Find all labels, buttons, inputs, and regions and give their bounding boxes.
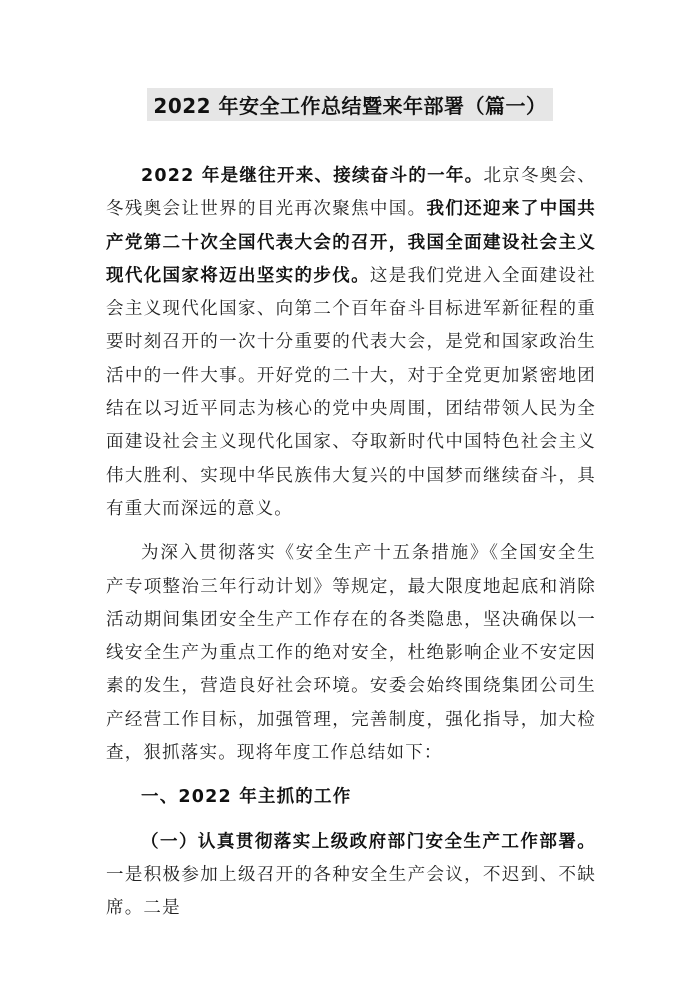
section-heading-1: 一、2022 年主抓的工作 <box>141 787 352 808</box>
paragraph-item-1 <box>106 826 596 926</box>
paragraph-intro <box>106 160 596 526</box>
paragraph-purpose: 为深入贯彻落实《安全生产十五条措施》《全国安全生产专项整治三年行动计划》等规定，最大限度地起底和消除活动期间集团安全生产工作存在的各类隐患，坚决确保以一线安全生产为重点工作的绝对安全，杜绝影响企业不安定因素的发生，营造良好社会环境。安委会始终围绕集团公司生产经营工作目标，加强管理，完善制度，强化指导，加大检查，狠抓落实。现将年度工作总结如下： <box>106 543 596 764</box>
document-title: 2022 年安全工作总结暨来年部署（篇一） <box>147 88 552 121</box>
item-1-bold-lead: （一）认真贯彻落实上级政府部门安全生产工作部署。 <box>141 831 596 852</box>
document-body <box>106 160 596 937</box>
intro-bold-sentence-1: 2022 年是继往开来、接续奋斗的一年。 <box>141 166 484 186</box>
item-1-text: 一是积极参加上级召开的各种安全生产会议，不迟到、不缺席。二是 <box>106 864 596 919</box>
intro-bold-sentence-3: 我们还迎来了中国共产党第二十次全国代表大会的召开，我国全面建设社会主义现代化国家将迈出坚实的步伐。 <box>106 199 596 286</box>
intro-sentence-4: 这是我们党进入全面建设社会主义现代化国家、向第二个百年奋斗目标进军新征程的重要时刻召开的一次十分重要的代表大会，是党和国家政治生活中的一件大事。开好党的二十大，对于全党更加紧密地团结在以习近平同志为核心的党中央周围，团结带领人民为全面建设社会主义现代化国家、夺取新时代中国特色社会主义伟大胜利、实现中华民族伟大复兴的中国梦而继续奋斗，具有重大而深远的意义。 <box>106 265 596 519</box>
title-container <box>0 88 700 121</box>
intro-sentence-2: 北京冬奥会、冬残奥会让世界的目光再次聚焦中国。 <box>106 166 596 220</box>
